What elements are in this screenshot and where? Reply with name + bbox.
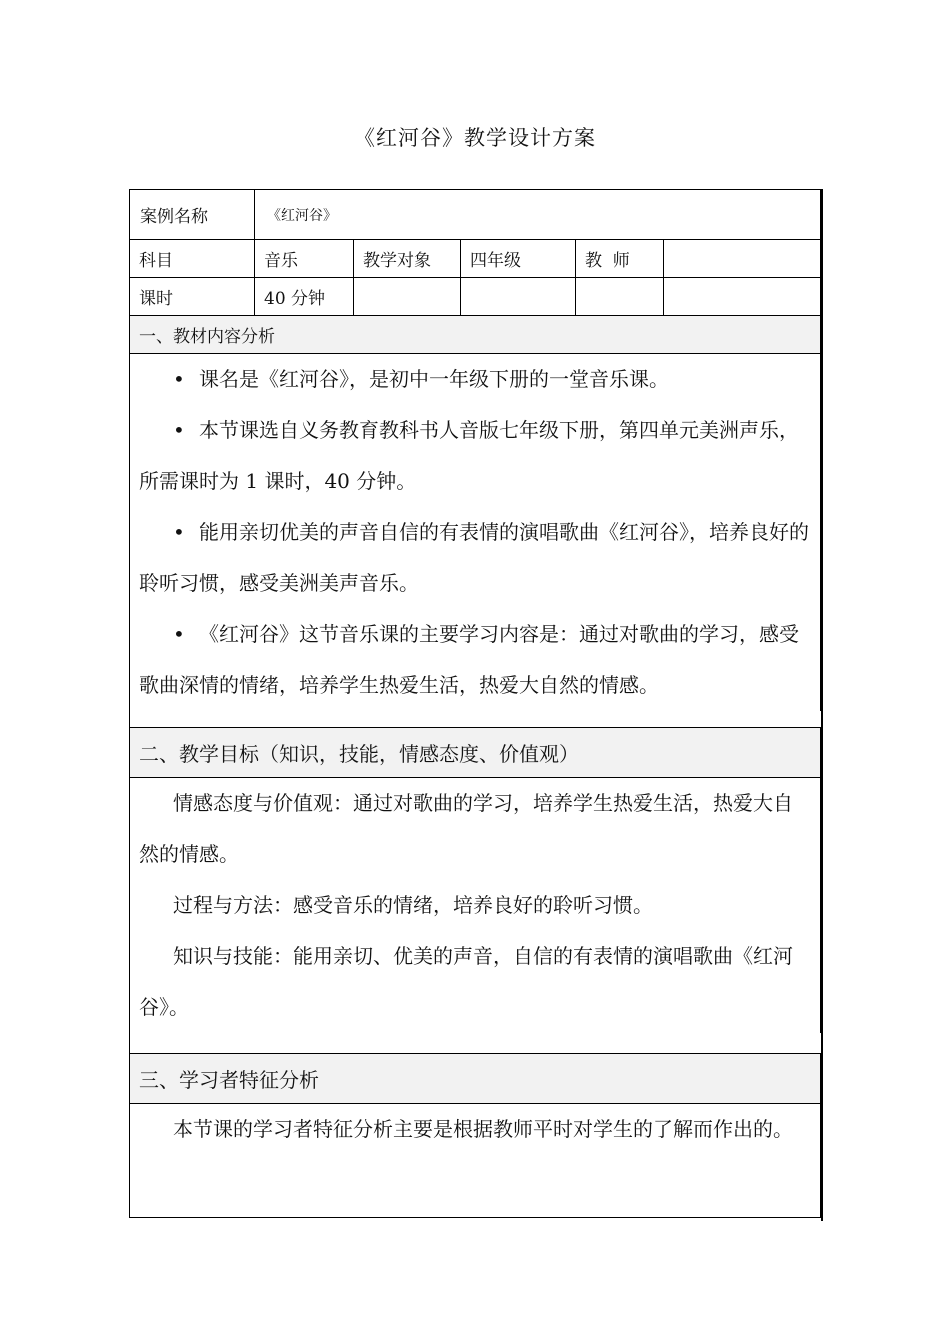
section-1-body bbox=[130, 354, 821, 711]
section-2-heading-row bbox=[129, 727, 821, 777]
subject-value: 音乐 bbox=[255, 240, 354, 277]
document-title: 《红河谷》教学设计方案 bbox=[354, 126, 596, 150]
teacher-label: 教 师 bbox=[576, 240, 664, 277]
section-1-heading: 一、教材内容分析 bbox=[130, 316, 821, 353]
audience-label: 教学对象 bbox=[354, 240, 461, 277]
section-2-body bbox=[130, 778, 821, 1033]
material-paragraph: • 能用亲切优美的声音自信的有表情的演唱歌曲《红河谷》，培养良好的聆听习惯，感受美洲美声音乐。 bbox=[139, 507, 811, 609]
case-name-row bbox=[129, 189, 821, 239]
subject-row bbox=[129, 239, 821, 277]
section-3-body bbox=[130, 1104, 821, 1217]
material-paragraph: • 本节课选自义务教育教科书人音版七年级下册，第四单元美洲声乐，所需课时为 1 课时，40 分钟。 bbox=[139, 405, 811, 507]
empty-cell bbox=[664, 278, 821, 315]
empty-cell bbox=[354, 278, 461, 315]
objective-paragraph: 过程与方法：感受音乐的情绪，培养良好的聆听习惯。 bbox=[173, 893, 653, 917]
teacher-value bbox=[664, 240, 821, 277]
section-1-body-row bbox=[129, 353, 821, 727]
objective-paragraph: 知识与技能：能用亲切、优美的声音，自信的有表情的演唱歌曲《红河谷》。 bbox=[139, 944, 793, 1019]
bullet-mark: • bbox=[173, 622, 185, 646]
bullet-mark: • bbox=[173, 418, 185, 442]
bullet-mark: • bbox=[173, 367, 185, 391]
objective-paragraph: 情感态度与价值观：通过对歌曲的学习，培养学生热爱生活，热爱大自然的情感。 bbox=[139, 791, 793, 866]
section-2-heading: 二、教学目标（知识，技能，情感态度、价值观） bbox=[130, 728, 821, 777]
duration-label: 课时 bbox=[130, 278, 255, 315]
section-3-heading: 三、学习者特征分析 bbox=[130, 1054, 821, 1103]
table-bottom-border bbox=[129, 1217, 821, 1218]
duration-value: 40 分钟 bbox=[255, 278, 354, 315]
duration-row bbox=[129, 277, 821, 315]
subject-label: 科目 bbox=[130, 240, 255, 277]
empty-cell bbox=[461, 278, 576, 315]
audience-value: 四年级 bbox=[461, 240, 576, 277]
bullet-mark: • bbox=[173, 520, 185, 544]
section-3-body-row bbox=[129, 1103, 821, 1217]
case-name-value: 《红河谷》 bbox=[255, 190, 821, 239]
section-2-body-row bbox=[129, 777, 821, 1053]
material-paragraph: • 课名是《红河谷》，是初中一年级下册的一堂音乐课。 bbox=[139, 354, 811, 405]
material-paragraph: • 《红河谷》这节音乐课的主要学习内容是：通过对歌曲的学习，感受歌曲深情的情绪，培养学生热爱生活，热爱大自然的情感。 bbox=[139, 609, 811, 711]
learner-paragraph: 本节课的学习者特征分析主要是根据教师平时对学生的了解而作出的。 bbox=[173, 1117, 793, 1141]
section-3-heading-row bbox=[129, 1053, 821, 1103]
section-1-heading-row bbox=[129, 315, 821, 353]
empty-cell bbox=[576, 278, 664, 315]
page-edge-line bbox=[821, 189, 823, 1221]
case-name-label: 案例名称 bbox=[130, 190, 255, 239]
